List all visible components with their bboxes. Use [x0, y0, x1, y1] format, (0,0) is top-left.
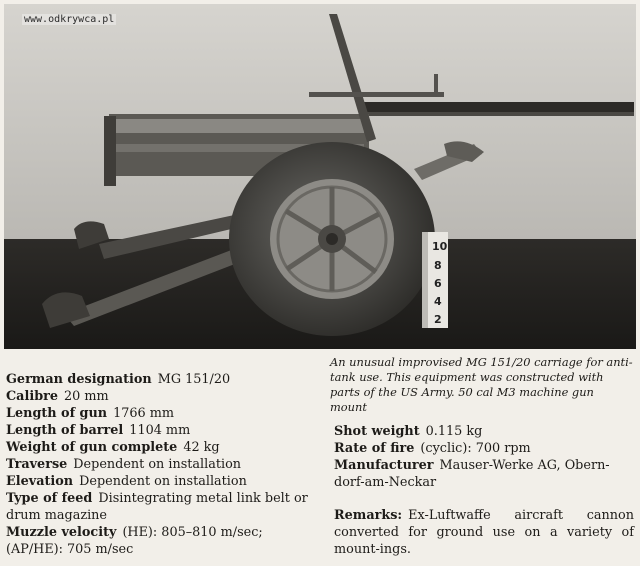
photo-caption: An unusual improvised MG 151/20 carriage for anti-tank use. This equipment was constructed with parts of the US Army. 50 cal M3 machine gun mount — [330, 355, 633, 414]
spec-shot-weight — [334, 423, 634, 440]
spec-value: Mauser-Werke AG, Obern-dorf-am-Neckar — [334, 458, 610, 490]
ruler-tick-10: 10 — [432, 240, 448, 253]
spec-value: 20 mm — [64, 389, 109, 404]
ruler-tick-6: 6 — [434, 277, 442, 290]
spec-length-of-gun — [6, 405, 312, 422]
spec-value: Dependent on installation — [73, 457, 242, 472]
spec-value: 0.115 kg — [425, 424, 483, 439]
spec-value: 1104 mm — [129, 423, 191, 438]
spec-calibre — [6, 388, 312, 405]
remarks-label: Remarks: — [334, 508, 403, 523]
spec-muzzle-velocity — [6, 524, 312, 558]
remarks — [334, 507, 634, 558]
spec-elevation — [6, 473, 312, 490]
spec-value: 42 kg — [183, 440, 220, 455]
spec-label: German designation — [6, 372, 152, 387]
watermark: www.odkrywca.pl — [24, 14, 115, 25]
spec-type-of-feed — [6, 490, 312, 524]
spec-label: Muzzle velocity — [6, 525, 117, 540]
spec-label: Rate of fire — [334, 441, 415, 456]
spec-label: Shot weight — [334, 424, 420, 439]
spec-value: 1766 mm — [113, 406, 175, 421]
spec-rate-of-fire — [334, 440, 634, 457]
spec-manufacturer — [334, 457, 634, 491]
specs-left-column — [6, 371, 312, 558]
ruler-tick-4: 4 — [434, 295, 442, 308]
spec-label: Length of gun — [6, 406, 108, 421]
spec-length-of-barrel — [6, 422, 312, 439]
ruler-tick-2: 2 — [434, 313, 442, 326]
mg151-carriage-photo — [4, 4, 636, 349]
spec-label: Manufacturer — [334, 458, 434, 473]
spec-value: MG 151/20 — [157, 372, 231, 387]
spec-label: Length of barrel — [6, 423, 124, 438]
spec-value: Disintegrating metal link belt or drum magazine — [6, 491, 308, 523]
specs-right-column — [334, 423, 634, 558]
ruler-tick-8: 8 — [434, 259, 442, 272]
spec-traverse — [6, 456, 312, 473]
spec-label: Weight of gun complete — [6, 440, 178, 455]
spec-german-designation — [6, 371, 312, 388]
spec-value: Dependent on installation — [79, 474, 247, 489]
spec-label: Elevation — [6, 474, 74, 489]
spec-label: Calibre — [6, 389, 59, 404]
remarks-text: Ex-Luftwaffe aircraft cannon converted for ground use on a variety of mount-ings. — [334, 508, 634, 557]
spec-value: (HE): 805–810 m/sec; (AP/HE): 705 m/sec — [6, 525, 263, 557]
gun-photo — [4, 4, 636, 349]
spec-label: Traverse — [6, 457, 68, 472]
spec-value: (cyclic): 700 rpm — [420, 441, 531, 456]
spec-label: Type of feed — [6, 491, 93, 506]
spec-weight-of-gun — [6, 439, 312, 456]
